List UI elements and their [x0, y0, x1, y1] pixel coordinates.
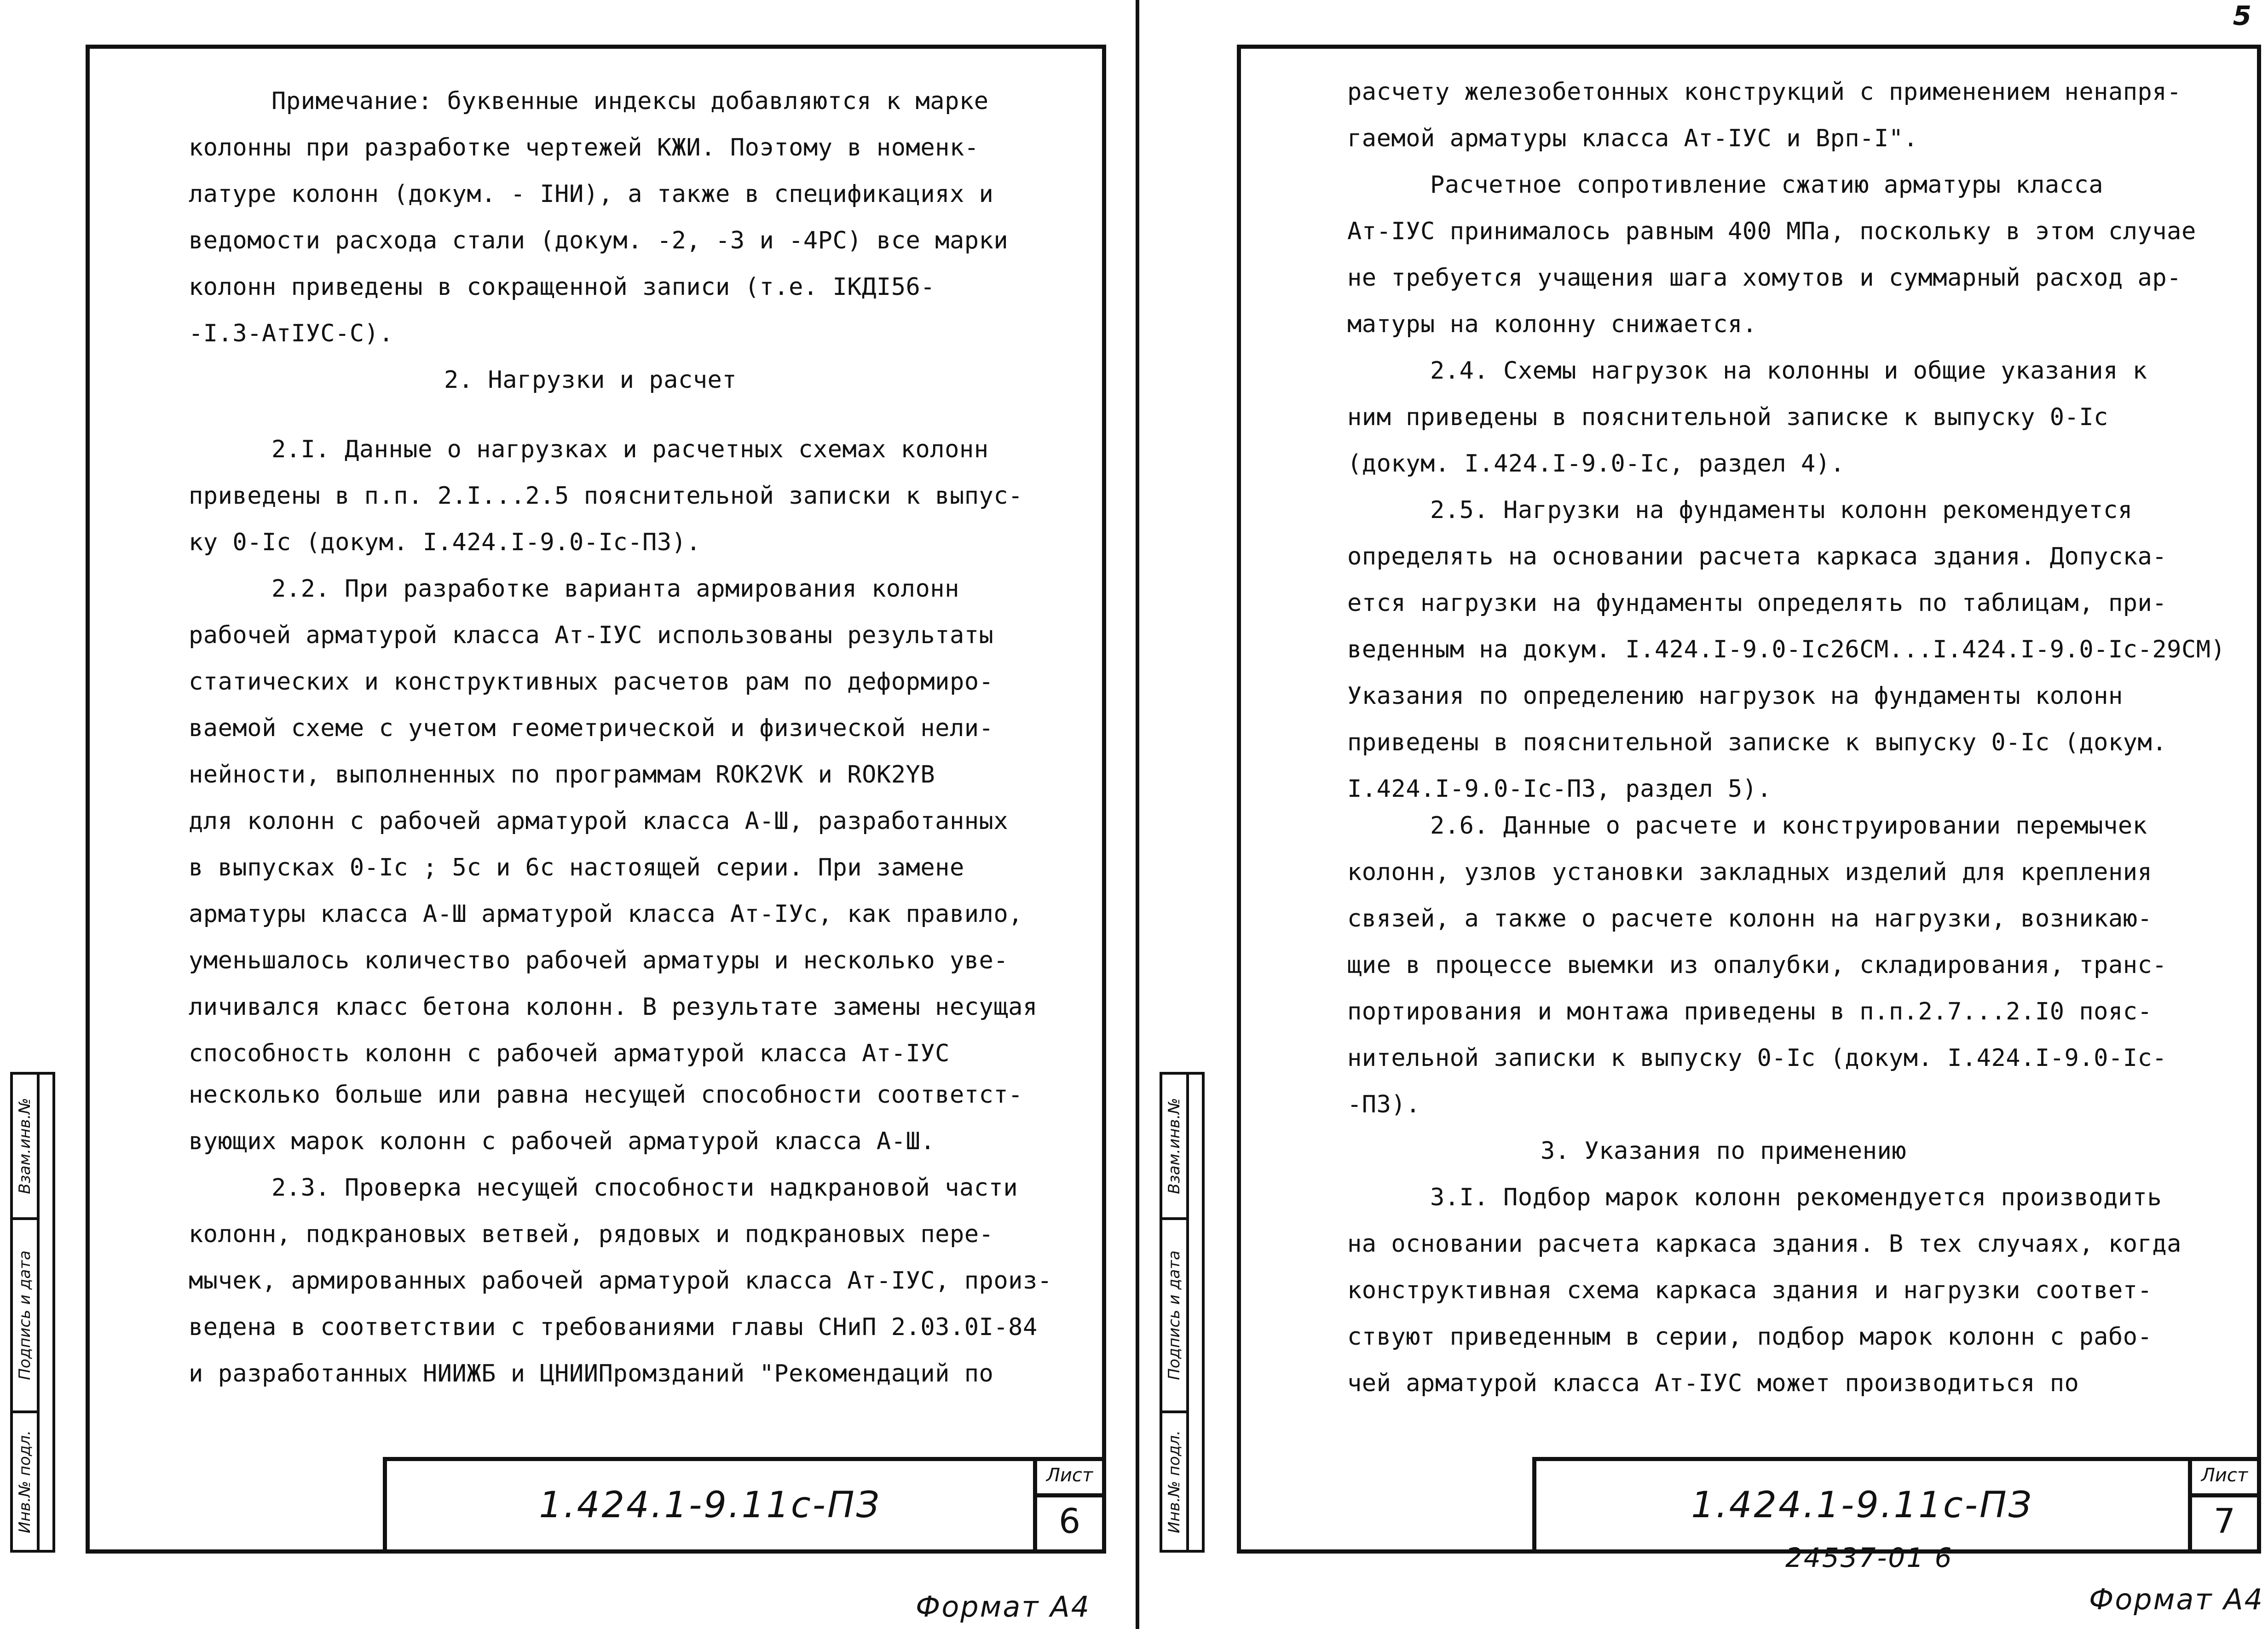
left-line: рабочей арматурой класса Ат-ІУС использованы результаты [189, 622, 994, 649]
left-spacer [189, 403, 1052, 426]
right-line: расчету железобетонных конструкций с применением ненапря- [1347, 78, 2181, 106]
right-line: матуры на колонну снижается. [1347, 311, 1757, 338]
right-sheet-cell [2188, 1461, 2257, 1549]
right-line: ется нагрузки на фундаменты определять по таблицам, при- [1347, 589, 2167, 617]
left-line: 2.2. При разработке варианта армирования колонн [271, 575, 959, 603]
left-line: способность колонн с рабочей арматурой класса Ат-ІУС [189, 1040, 950, 1067]
left-line: личивался класс бетона колонн. В результате замены несущая [189, 993, 1038, 1021]
right-line: чей арматурой класса Ат-ІУС может производиться по [1347, 1370, 2079, 1397]
left-line: ваемой схеме с учетом геометрической и физической нели- [189, 714, 994, 742]
right-line: 2.4. Схемы нагрузок на колонны и общие указания к [1430, 357, 2147, 385]
left-line: несколько больше или равна несущей способности соответст- [189, 1081, 1023, 1109]
right-line: ним приведены в пояснительной записке к выпуску 0-Іс [1347, 403, 2108, 431]
left-line: 2.3. Проверка несущей способности надкрановой части [271, 1174, 1018, 1202]
right-line: конструктивная схема каркаса здания и нагрузки соответ- [1347, 1277, 2153, 1304]
right-line: определять на основании расчета каркаса здания. Допуска- [1347, 543, 2167, 570]
left-page-text [189, 78, 1052, 1397]
right-stamp-label-inventory: Инв.№ подл. [1165, 1430, 1183, 1533]
left-section-heading: 2. Нагрузки и расчет [444, 366, 737, 394]
right-line: Расчетное сопротивление сжатию арматуры класса [1430, 171, 2104, 199]
right-line: Указания по определению нагрузок на фундаменты колонн [1347, 682, 2123, 710]
left-line: вующих марок колонн с рабочей арматурой класса А-Ш. [189, 1128, 935, 1155]
right-line: колонн, узлов установки закладных изделий для крепления [1347, 858, 2153, 886]
left-stamp-cell-inventory [13, 1410, 37, 1550]
right-stamp-label-replace: Взам.инв.№ [1165, 1098, 1183, 1194]
right-line: не требуется учащения шага хомутов и суммарный расход ар- [1347, 264, 2181, 292]
left-line: в выпусках 0-Іс ; 5с и 6с настоящей серии. При замене [189, 854, 964, 881]
left-format-note: Формат А4 [916, 1590, 1091, 1623]
left-line: 2.І. Данные о нагрузках и расчетных схемах колонн [271, 436, 989, 463]
left-side-stamp [10, 1072, 40, 1553]
left-line: уменьшалось количество рабочей арматуры и несколько уве- [189, 947, 1009, 974]
left-sheet-number: 6 [1058, 1502, 1081, 1541]
right-line: нительной записки к выпуску 0-Іс (докум. І.424.І-9.0-Іс- [1347, 1044, 2167, 1072]
right-line: (докум. І.424.І-9.0-Іс, раздел 4). [1347, 450, 1845, 478]
right-line: приведены в пояснительной записке к выпуску 0-Іс (докум. [1347, 729, 2167, 756]
right-line: веденным на докум. І.424.І-9.0-Іс26СМ...І.424.І-9.0-Іс-29СМ) [1347, 636, 2226, 663]
right-line: 3.І. Подбор марок колонн рекомендуется производить [1430, 1184, 2162, 1211]
left-sheet-label: Лист [1037, 1461, 1102, 1497]
right-line: -ПЗ). [1347, 1091, 1421, 1118]
left-line: -І.3-АтІУС-С). [189, 320, 394, 347]
left-line: ведомости расхода стали (докум. -2, -3 и -4РС) все марки [189, 227, 1009, 254]
right-title-block [1532, 1457, 2261, 1554]
left-stamp-label-sign: Подпись и дата [16, 1250, 34, 1380]
left-line: статических и конструктивных расчетов рам по деформиро- [189, 668, 994, 696]
left-line: колонн, подкрановых ветвей, рядовых и подкрановых пере- [189, 1220, 994, 1248]
right-line: гаемой арматуры класса Ат-ІУС и Врп-І". [1347, 125, 1918, 152]
left-line: ку 0-Іс (докум. І.424.І-9.0-Іс-ПЗ). [189, 529, 701, 556]
right-line: связей, а также о расчете колонн на нагрузки, возникаю- [1347, 905, 2153, 933]
right-section-heading: 3. Указания по применению [1541, 1137, 1907, 1165]
left-doc-code: 1.424.1-9.11с-ПЗ [539, 1485, 881, 1526]
right-format-note: Формат А4 [2089, 1583, 2264, 1616]
left-line: и разработанных НИИЖБ и ЦНИИПромзданий "Рекомендаций по [189, 1360, 994, 1387]
left-line: колонн приведены в сокращенной записи (т.е. ІКДІ56- [189, 273, 935, 301]
left-line: латуре колонн (докум. - ІНИ), а также в спецификациях и [189, 180, 994, 208]
right-page-text [1347, 69, 2225, 1407]
left-line: колонны при разработке чертежей КЖИ. Поэтому в номенк- [189, 134, 979, 161]
left-line: мычек, армированных рабочей арматурой класса Ат-ІУС, произ- [189, 1267, 1052, 1295]
page-divider [1136, 0, 1139, 1629]
left-sheet-cell [1033, 1461, 1102, 1549]
right-sheet-number: 7 [2213, 1502, 2236, 1541]
right-line: портирования и монтажа приведены в п.п.2.7...2.І0 пояс- [1347, 998, 2153, 1025]
right-stamp-cell-inventory [1162, 1410, 1186, 1550]
right-line: І.424.І-9.0-Іс-ПЗ, раздел 5). [1347, 775, 1772, 803]
right-sheet-label: Лист [2192, 1461, 2257, 1497]
left-line: для колонн с рабочей арматурой класса А-Ш, разработанных [189, 807, 1009, 835]
left-stamp-strip [37, 1072, 55, 1553]
right-line: на основании расчета каркаса здания. В тех случаях, когда [1347, 1230, 2181, 1258]
left-line: нейности, выполненных по программам ROK2VK и ROK2YB [189, 761, 935, 789]
right-stamp-label-sign: Подпись и дата [1165, 1250, 1183, 1380]
right-side-stamp [1160, 1072, 1189, 1553]
page-number-corner: 5 [2233, 0, 2251, 31]
left-line: приведены в п.п. 2.І...2.5 пояснительной записки к выпус- [189, 482, 1023, 510]
left-stamp-label-inventory: Инв.№ подл. [16, 1430, 34, 1533]
left-line: ведена в соответствии с требованиями главы СНиП 2.03.0І-84 [189, 1313, 1038, 1341]
left-stamp-cell-replace [13, 1075, 37, 1217]
right-line: 2.6. Данные о расчете и конструировании перемычек [1430, 812, 2147, 840]
left-stamp-cell-sign [13, 1217, 37, 1410]
right-line: Ат-ІУС принималось равным 400 МПа, поскольку в этом случае [1347, 218, 2196, 245]
left-title-block [383, 1457, 1106, 1554]
right-line: ствуют приведенным в серии, подбор марок колонн с рабо- [1347, 1323, 2153, 1351]
right-doc-code: 1.424.1-9.11с-ПЗ [1691, 1485, 2033, 1526]
right-stamp-cell-replace [1162, 1075, 1186, 1217]
inventory-note: 24537-01 6 [1785, 1542, 1953, 1573]
left-line: Примечание: буквенные индексы добавляются к марке [271, 87, 989, 115]
right-stamp-strip [1186, 1072, 1205, 1553]
right-line: 2.5. Нагрузки на фундаменты колонн рекомендуется [1430, 496, 2133, 524]
right-stamp-cell-sign [1162, 1217, 1186, 1410]
left-stamp-label-replace: Взам.инв.№ [16, 1098, 34, 1194]
right-line: щие в процессе выемки из опалубки, складирования, транс- [1347, 951, 2167, 979]
left-line: арматуры класса А-Ш арматурой класса Ат-ІУс, как правило, [189, 900, 1023, 928]
